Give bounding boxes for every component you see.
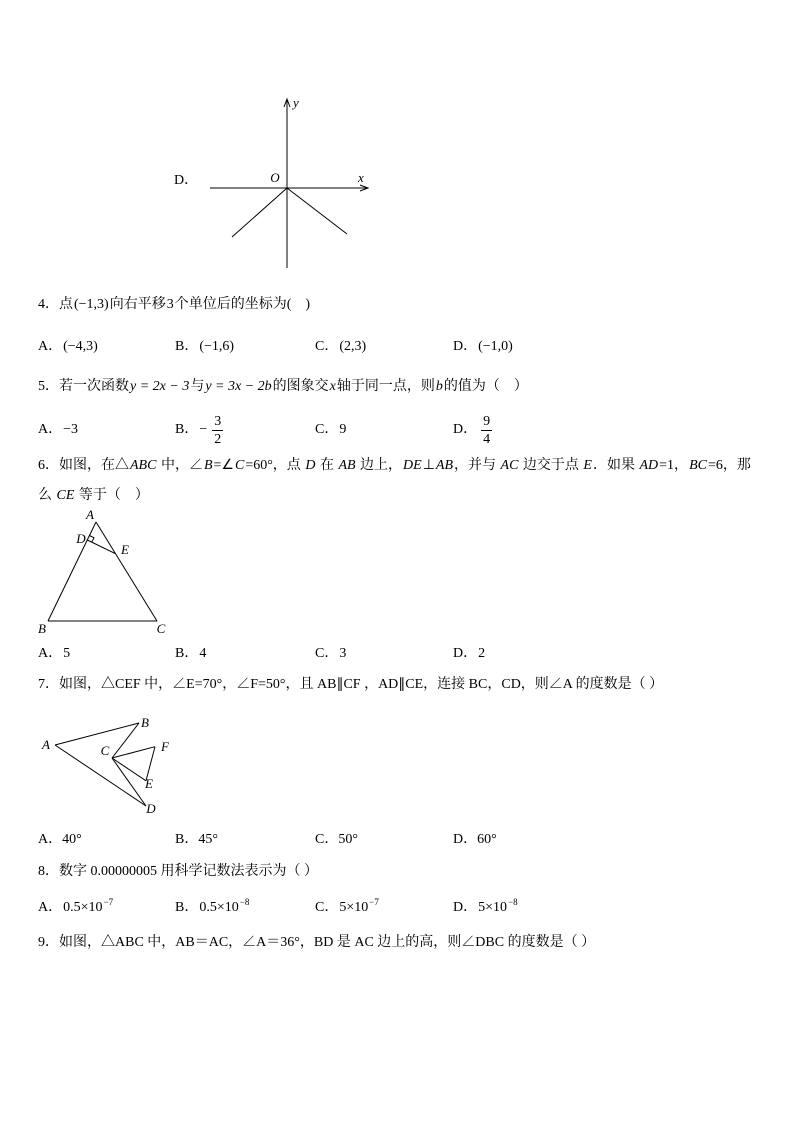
q4-option-a (38, 337, 99, 357)
option-label: B． (175, 422, 199, 437)
coordinate-graph (200, 92, 380, 272)
fraction-denominator: 4 (483, 431, 491, 447)
segment-ce (112, 758, 146, 781)
vertex-label-e: E (121, 542, 129, 557)
q6-stem-math: B (203, 458, 213, 473)
q6-stem-text: =60°，点 (245, 458, 305, 473)
option-value: −3 (63, 422, 79, 437)
point-label-d: D (146, 801, 156, 816)
option-label: C． (315, 422, 339, 437)
option-label: C． (315, 339, 339, 354)
q6-option-a (38, 644, 71, 664)
point-label-b: B (141, 715, 149, 730)
graph-left-branch (232, 188, 287, 237)
x-axis-label: x (358, 170, 364, 185)
q6-stem-text: ．如果 (592, 458, 639, 473)
q7-option-c (315, 830, 358, 850)
option-value: (2,3) (339, 339, 367, 354)
q4-stem-math: 3 (166, 297, 174, 312)
option-label: B． (175, 339, 199, 354)
q4-option-d (453, 337, 514, 357)
q5-stem-text: 与 (190, 379, 205, 394)
q5-stem-math: y = 2x − 3 (130, 379, 190, 394)
q6-stem-text: =∠ (213, 458, 234, 473)
q5-stem-math: y = 3x − 2b (205, 379, 272, 394)
origin-label: O (270, 170, 280, 185)
q7-option-b (175, 830, 218, 850)
option-value: 50° (338, 832, 358, 847)
q6-stem-math: DE (403, 458, 422, 473)
q8-option-d (453, 898, 518, 918)
q4-option-c (315, 337, 367, 357)
option-exponent: −8 (239, 897, 250, 907)
option-d-label: D． (174, 173, 199, 188)
option-label: B． (175, 900, 199, 915)
q8-option-c (315, 898, 379, 918)
q6-stem-math: ABC (130, 458, 157, 473)
q6-stem-text: 6．如图，在△ (38, 458, 129, 473)
q6-stem-math: D (305, 458, 316, 473)
option-value: (−1,0) (478, 339, 513, 354)
q5-stem-text: 的图象交 (272, 379, 329, 394)
fraction-numerator: 9 (483, 413, 491, 429)
option-value: 5 (63, 646, 71, 661)
option-value: 2 (478, 646, 486, 661)
q6-stem-text: ⊥ (422, 458, 435, 473)
q5-stem-math: x (329, 379, 336, 394)
option-label: B． (175, 832, 199, 847)
q8-stem: 8．数字 0.00000005 用科学记数法表示为（ ） (38, 864, 318, 879)
option-label: C． (315, 900, 339, 915)
q6-stem-math: AB (338, 458, 356, 473)
q6-option-c (315, 644, 347, 664)
segment-bc (112, 723, 139, 758)
point-label-e: E (145, 776, 153, 791)
q7-stem: 7．如图，△CEF 中，∠E=70°，∠F=50°，且 AB∥CF ，AD∥CE，连接 BC，CD，则∠A 的度数是（ ） (38, 677, 664, 692)
option-value: (−1,6) (199, 339, 235, 354)
q8-option-a (38, 898, 113, 918)
q9-stem: 9．如图，△ABC 中，AB＝AC，∠A＝36°，BD 是 AC 边上的高，则∠DBC 的度数是（ ） (38, 935, 596, 950)
y-axis-label: y (293, 95, 299, 110)
option-label: D． (453, 422, 478, 437)
option-base: 5×10 (478, 900, 508, 915)
option-exponent: −7 (103, 897, 114, 907)
fraction-numerator: 3 (214, 413, 222, 429)
q6-stem-math: AD (639, 458, 659, 473)
vertex-label-d: D (76, 531, 86, 546)
q4-stem-text: 个单位后的坐标为( ) (174, 297, 311, 312)
parallel-lines-figure (35, 712, 175, 817)
option-label: C． (315, 646, 339, 661)
fraction-denominator: 2 (214, 431, 222, 447)
q6-stem-math: C (234, 458, 245, 473)
option-value: 4 (199, 646, 207, 661)
q5-option-b (175, 412, 224, 448)
q5-option-a (38, 412, 79, 448)
q6-stem-math: E (583, 458, 592, 473)
point-label-c: C (100, 743, 110, 758)
option-value: 3 (339, 646, 347, 661)
option-label: A． (38, 646, 63, 661)
q5-stem (38, 377, 528, 397)
q7-option-d (453, 830, 497, 850)
q8-option-b (175, 898, 249, 918)
q4-option-b (175, 337, 235, 357)
q6-stem-text: 中，∠ (157, 458, 203, 473)
q6-stem-math: AB (435, 458, 454, 473)
side-ab (48, 522, 96, 621)
point-label-f: F (161, 739, 169, 754)
option-value: 9 (339, 422, 347, 437)
option-value: 45° (198, 832, 218, 847)
q6-stem-text: 么 (38, 488, 56, 503)
option-value: 40° (62, 832, 82, 847)
option-label: D． (453, 900, 478, 915)
q5-stem-text: 5．若一次函数 (38, 379, 129, 394)
q5-option-c (315, 412, 347, 448)
q6-stem-text: 边上， (356, 458, 403, 473)
q5-stem-text: 的值为（ ） (443, 379, 528, 394)
vertex-label-c: C (156, 621, 166, 636)
segment-cf (112, 747, 155, 758)
triangle-abc-figure (30, 508, 180, 638)
option-label: A． (38, 900, 63, 915)
q6-option-b (175, 644, 207, 664)
option-label: A． (38, 339, 63, 354)
q6-stem-line-1 (38, 456, 751, 476)
option-value: (−4,3) (63, 339, 98, 354)
q4-stem-math: (−1,3) (74, 297, 109, 312)
q6-stem-text: 等于（ ） (75, 488, 149, 503)
option-sign: − (199, 422, 208, 437)
q4-stem-text: 向右平移 (109, 297, 166, 312)
q6-stem-text: 在 (316, 458, 338, 473)
q5-stem-text: 轴于同一点，则 (336, 379, 435, 394)
fraction (211, 413, 224, 448)
option-label: D． (453, 646, 478, 661)
q5-stem-math: b (435, 379, 443, 394)
fraction (480, 413, 493, 448)
option-exponent: −8 (508, 897, 518, 907)
option-label: A． (38, 422, 63, 437)
graph-right-branch (287, 188, 347, 234)
q4-stem-text: 4．点 (38, 297, 73, 312)
q6-stem-text: =6，那 (707, 458, 751, 473)
option-label: A． (38, 832, 63, 847)
option-label: C． (315, 832, 339, 847)
segment-cd (112, 758, 146, 806)
q7-option-a (38, 830, 82, 850)
q6-stem-text: 边交于点 (519, 458, 583, 473)
q6-stem-math: BC (689, 458, 707, 473)
q6-stem-text: ，并与 (454, 458, 500, 473)
option-value: 60° (477, 832, 497, 847)
q6-option-d (453, 644, 486, 664)
q6-stem-math: CE (56, 488, 75, 503)
q5-option-d (453, 412, 493, 448)
option-exponent: −7 (369, 897, 379, 907)
option-base: 0.5×10 (199, 900, 239, 915)
q6-stem-text: =1， (659, 458, 689, 473)
option-label: D． (453, 832, 478, 847)
segment-ab (55, 723, 139, 745)
vertex-label-b: B (38, 621, 46, 636)
option-base: 0.5×10 (63, 900, 103, 915)
point-label-a: A (42, 737, 50, 752)
option-label: D． (453, 339, 478, 354)
side-ac (96, 522, 157, 621)
option-label: B． (175, 646, 199, 661)
q6-stem-math: AC (500, 458, 519, 473)
option-base: 5×10 (339, 900, 369, 915)
vertex-label-a: A (86, 507, 94, 522)
q6-stem-line-2 (38, 486, 149, 506)
q4-stem (38, 295, 310, 315)
